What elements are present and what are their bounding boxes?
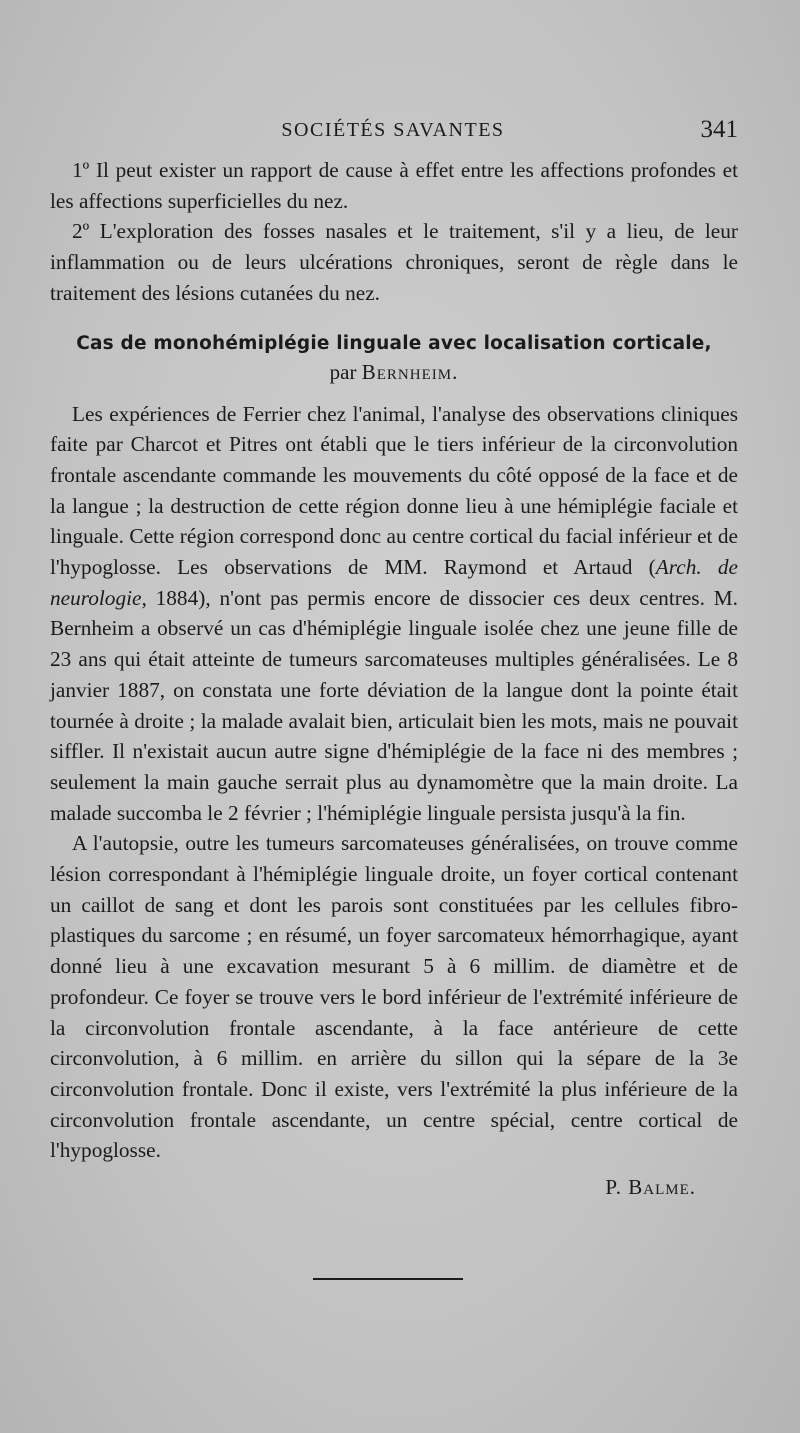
article-byline xyxy=(50,359,738,385)
page-header xyxy=(48,116,738,146)
end-rule xyxy=(313,1278,463,1280)
signature-name: Balme. xyxy=(628,1175,696,1200)
signature xyxy=(50,1172,738,1203)
paragraph-2: A l'autopsie, outre les tumeurs sarcomateuses généralisées, on trouve comme lésion correspondant à l'hémiplégie linguale droite, un foyer cortical contenant un caillot de sang et dont les parois sont constituées par les cellules fibro-plastiques du sarcome ; en résumé, un foyer sarcomateux hémorrhagique, ayant donné lieu à une excavation mesurant 5 à 6 millim. de diamètre et de profondeur. Ce foyer se trouve vers le bord inférieur de l'extrémité inférieure de la circonvolution frontale ascendante, à la face antérieure de cette circonvolution, à 6 millim. en arrière du sillon qui la sépare de la 3e circonvolution frontale. Donc il existe, vers l'extrémité la plus inférieure de la circonvolution frontale ascendante, un centre spécial, centre cortical de l'hypoglosse. xyxy=(50,831,738,1163)
signature-initial: P. xyxy=(605,1175,622,1200)
paragraph-1-part-2: 1884), n'ont pas permis encore de dissocier ces deux centres. M. Bernheim a observé un cas d'hémiplégie linguale isolée chez une jeune fille de 23 ans qui était atteinte de tumeurs sarcomateuses multiples généralisées. Le 8 janvier 1887, on constata une forte déviation de la langue dont la pointe était tournée à droite ; la malade avalait bien, articulait bien les mots, mais ne pouvait siffler. Il n'existait aucun autre signe d'hémiplégie de la face ni des membres ; seulement la main gauche serrait plus au dynamomètre que la main droite. La malade succomba le 2 février ; l'hémiplégie linguale persista jusqu'à la fin. xyxy=(50,585,738,825)
page-number: 341 xyxy=(700,116,738,143)
author-name: Bernheim. xyxy=(361,359,459,384)
paragraph-1-part-1: Les expériences de Ferrier chez l'animal, l'analyse des observations cliniques faite par Charcot et Pitres ont établi que le tiers inférieur de la circonvolution frontale ascendante commande les mouvements du côté opposé de la face et de la langue ; la destruction de cette région donne lieu à une hémiplégie faciale et linguale. Cette région correspond donc au centre cortical du facial inférieur et de l'hypoglosse. Les observations de MM. Raymond et Artaud ( xyxy=(50,401,738,580)
running-head: SOCIÉTÉS SAVANTES xyxy=(281,119,505,141)
byline-prefix: par xyxy=(329,359,357,384)
journal-citation: Arch. de neurologie, xyxy=(50,555,739,610)
article-heading xyxy=(50,329,738,385)
body-text xyxy=(50,155,738,1203)
conclusion-2: 2º L'exploration des fosses nasales et le traitement, s'il y a lieu, de leur inflammation ou de leurs ulcérations chroniques, seront de règle dans le traitement des lésions cutanées du nez. xyxy=(50,219,738,305)
paragraph-1 xyxy=(50,399,738,829)
article-title: Cas de monohémiplégie linguale avec localisation corticale, xyxy=(76,332,712,354)
conclusion-1: 1º Il peut exister un rapport de cause à effet entre les affections profondes et les affections superficielles du nez. xyxy=(50,158,738,213)
